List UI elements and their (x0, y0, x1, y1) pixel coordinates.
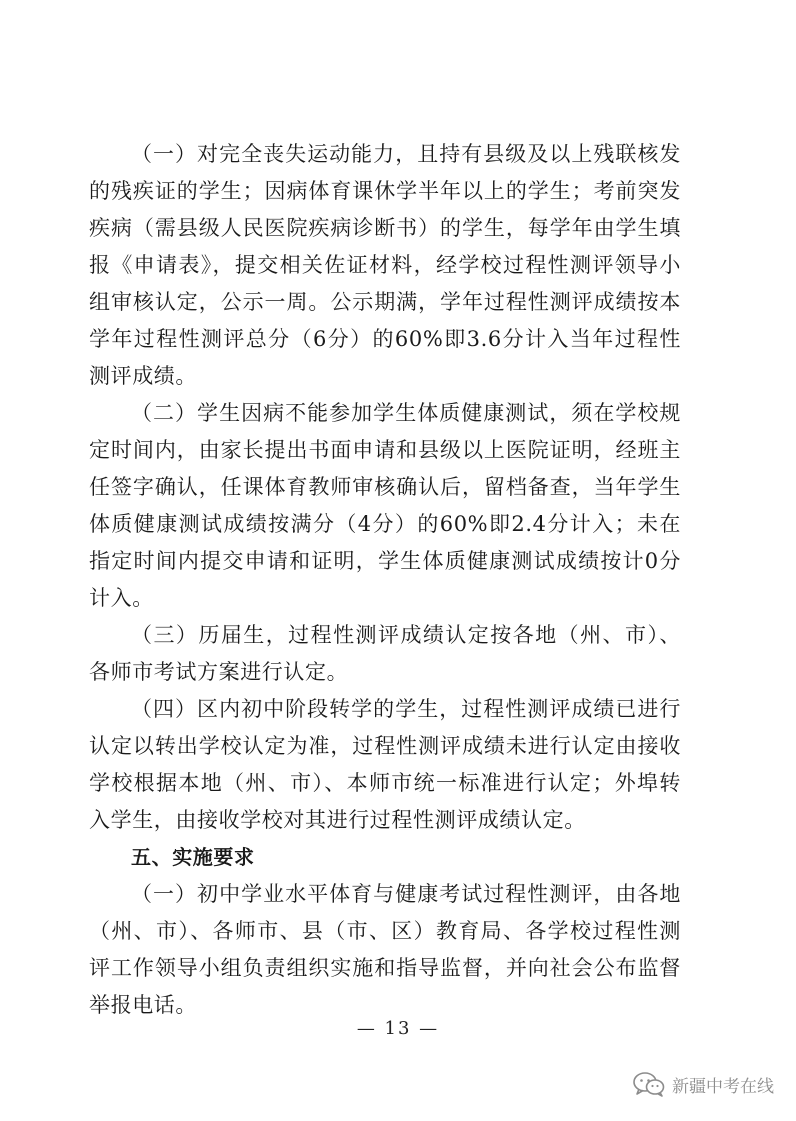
section-paragraph: （一）初中学业水平体育与健康考试过程性测评，由各地（州、市）、各师市、县（市、区）教育局、各学校过程性测评工作领导小组负责组织实施和指导监督，并向社会公布监督举报电话。 (89, 882, 681, 1017)
page-number: — 13 — (356, 1018, 440, 1039)
wechat-icon (632, 1071, 666, 1097)
section-heading: 五、实施要求 (131, 845, 255, 869)
paragraph-4: （四）区内初中阶段转学的学生，过程性测评成绩已进行认定以转出学校认定为准，过程性测评成绩未进行认定由接收学校根据本地（州、市）、本师市统一标准进行认定；外埠转入学生，由接收学校对其进行过程性测评成绩认定。 (89, 697, 681, 832)
paragraph-3: （三）历届生，过程性测评成绩认定按各地（州、市）、各师市考试方案进行认定。 (89, 623, 681, 684)
watermark (632, 1071, 774, 1097)
paragraph-1: （一）对完全丧失运动能力，且持有县级及以上残联核发的残疾证的学生；因病体育课休学半年以上的学生；考前突发疾病（需县级人民医院疾病诊断书）的学生，每学年由学生填报《申请表》，提交相关佐证材料，经学校过程性测评领导小组审核认定，公示一周。公示期满，学年过程性测评成绩按本学年过程性测评总分（6分）的60%即3.6分计入当年过程性测评成绩。 (89, 142, 681, 388)
paragraph-2: （二）学生因病不能参加学生体质健康测试，须在学校规定时间内，由家长提出书面申请和县级以上医院证明，经班主任签字确认，任课体育教师审核确认后，留档备查，当年学生体质健康测试成绩按满分（4分）的60%即2.4分计入；未在指定时间内提交申请和证明，学生体质健康测试成绩按计0分计入。 (89, 401, 681, 610)
document-body (89, 136, 681, 1024)
watermark-text: 新疆中考在线 (672, 1076, 774, 1097)
